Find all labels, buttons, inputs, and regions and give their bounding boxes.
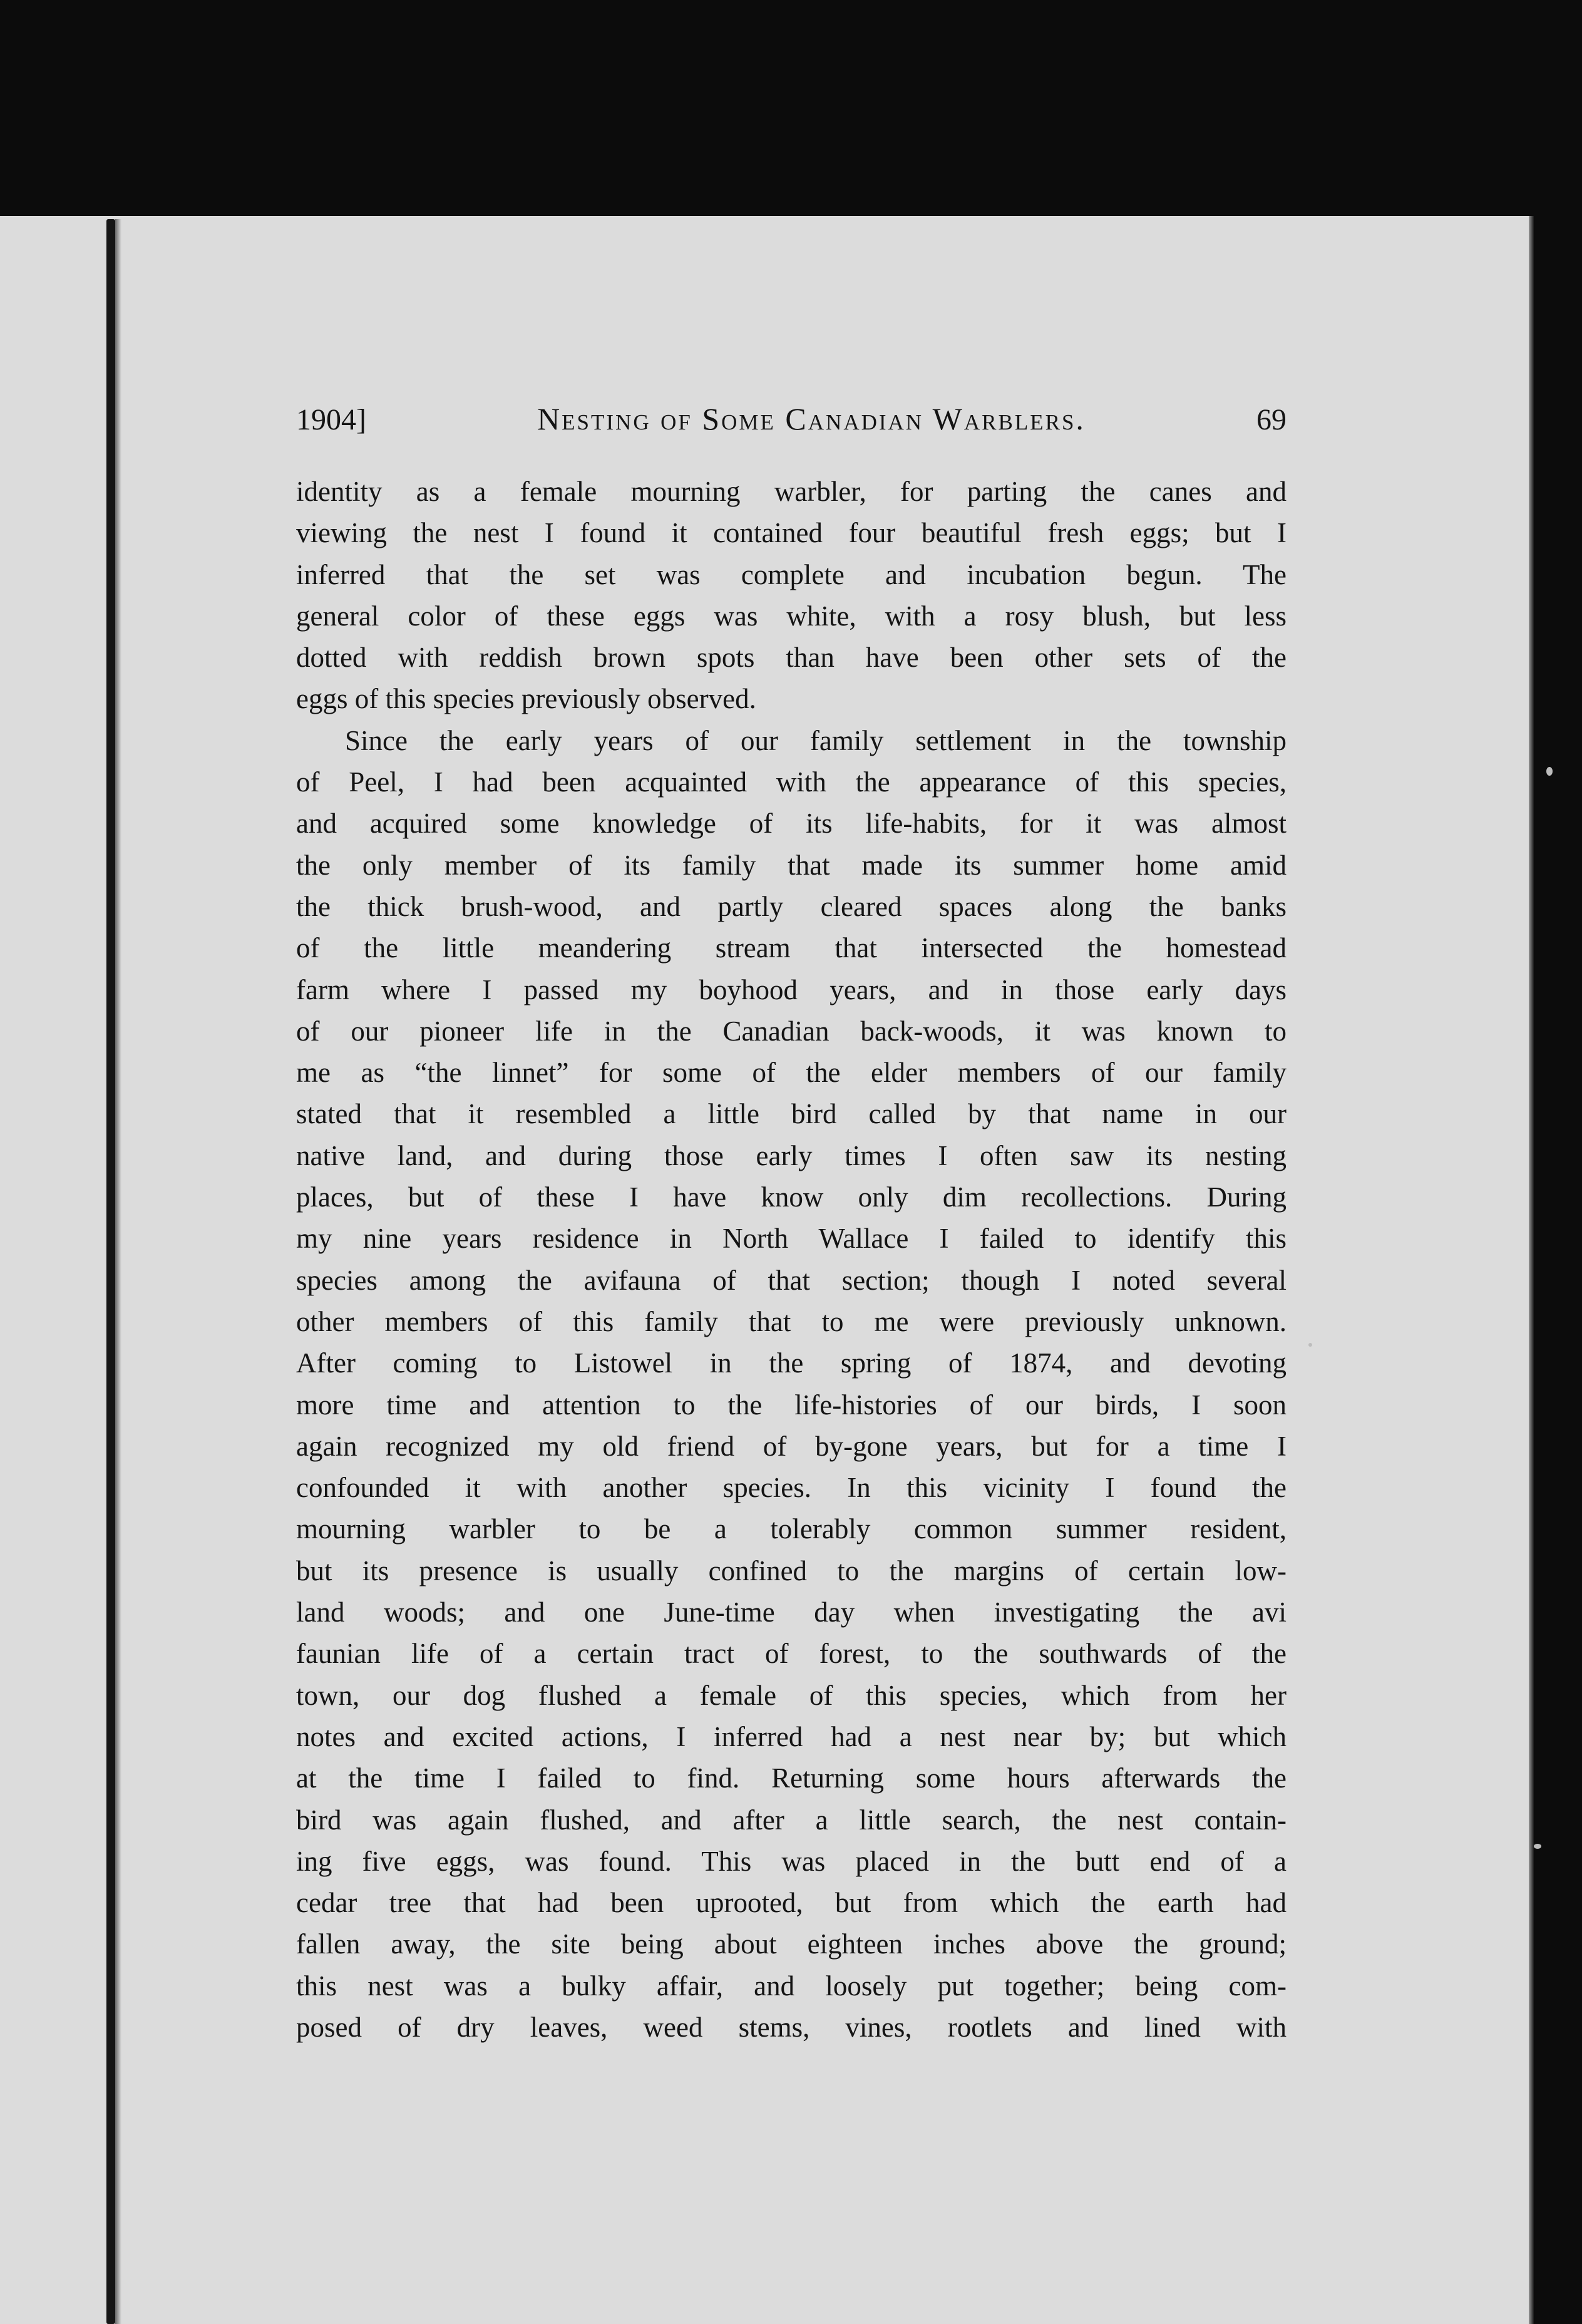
text-line: bird was again flushed, and after a little search, the nest contain- [296, 1804, 1287, 1836]
text-line: viewing the nest I found it contained four beautiful fresh eggs; but I [296, 517, 1287, 549]
running-header [296, 401, 1287, 445]
body-text [296, 471, 1287, 2048]
text-line: land woods; and one June-time day when investigating the avi [296, 1596, 1287, 1628]
binding-gutter-shadow [115, 219, 121, 2324]
text-line: of our pioneer life in the Canadian back-woods, it was known to [296, 1015, 1287, 1047]
text-line: again recognized my old friend of by-gone years, but for a time I [296, 1430, 1287, 1462]
text-line: dotted with reddish brown spots than have been other sets of the [296, 642, 1287, 674]
text-line: identity as a female mourning warbler, for parting the canes and [296, 476, 1287, 507]
text-line: posed of dry leaves, weed stems, vines, rootlets and lined with [296, 2011, 1287, 2043]
paragraph-2 [296, 720, 1287, 2049]
text-line: of Peel, I had been acquainted with the appearance of this species, [296, 766, 1287, 798]
page-number: 69 [1256, 403, 1287, 436]
text-line: and acquired some knowledge of its life-habits, for it was almost [296, 808, 1287, 840]
text-line: confounded it with another species. In this vicinity I found the [296, 1472, 1287, 1504]
text-line: town, our dog flushed a female of this species, which from her [296, 1679, 1287, 1711]
text-line: at the time I failed to find. Returning some hours afterwards the [296, 1762, 1287, 1794]
text-line: inferred that the set was complete and incubation begun. The [296, 558, 1287, 590]
header-title: Nesting of Some Canadian Warblers. [537, 401, 1086, 436]
text-line: this nest was a bulky affair, and loosely put together; being com- [296, 1970, 1287, 2002]
text-line: mourning warbler to be a tolerably common summer resident, [296, 1513, 1287, 1545]
text-line: general color of these eggs was white, with a rosy blush, but less [296, 600, 1287, 632]
text-line: After coming to Listowel in the spring of 1874, and devoting [296, 1347, 1287, 1379]
binding-gutter-line [106, 219, 115, 2324]
text-line: ing five eggs, was found. This was placed in the butt end of a [296, 1845, 1287, 1877]
text-line: stated that it resembled a little bird called by that name in our [296, 1098, 1287, 1130]
text-line: fallen away, the site being about eighteen inches above the ground; [296, 1928, 1287, 1960]
text-line: the only member of its family that made its summer home amid [296, 849, 1287, 881]
text-line: of the little meandering stream that intersected the homestead [296, 932, 1287, 964]
paper-speck [1308, 1343, 1312, 1347]
paragraph-1 [296, 471, 1287, 720]
text-line: farm where I passed my boyhood years, and in those early days [296, 974, 1287, 1005]
text-line: faunian life of a certain tract of forest, to the southwards of the [296, 1638, 1287, 1670]
text-line: other members of this family that to me were previously unknown. [296, 1305, 1287, 1337]
text-line: me as “the linnet” for some of the elder members of our family [296, 1057, 1287, 1089]
text-line: native land, and during those early times I often saw its nesting [296, 1139, 1287, 1171]
text-line: species among the avifauna of that section; though I noted several [296, 1264, 1287, 1296]
text-line: notes and excited actions, I inferred had a nest near by; but which [296, 1720, 1287, 1752]
text-line: places, but of these I have know only dim recollections. During [296, 1181, 1287, 1213]
text-line: but its presence is usually confined to the margins of certain low- [296, 1555, 1287, 1586]
text-line: the thick brush-wood, and partly cleared spaces along the banks [296, 890, 1287, 922]
text-line: eggs of this species previously observed. [296, 683, 756, 715]
text-line: Since the early years of our family settlement in the township [345, 724, 1287, 756]
paper-speck [1546, 767, 1553, 776]
header-year: 1904] [296, 403, 366, 436]
text-line: more time and attention to the life-histories of our birds, I soon [296, 1389, 1287, 1421]
text-line: cedar tree that had been uprooted, but from which the earth had [296, 1887, 1287, 1919]
text-line: my nine years residence in North Wallace I failed to identify this [296, 1223, 1287, 1255]
paper-speck [1534, 1844, 1541, 1849]
